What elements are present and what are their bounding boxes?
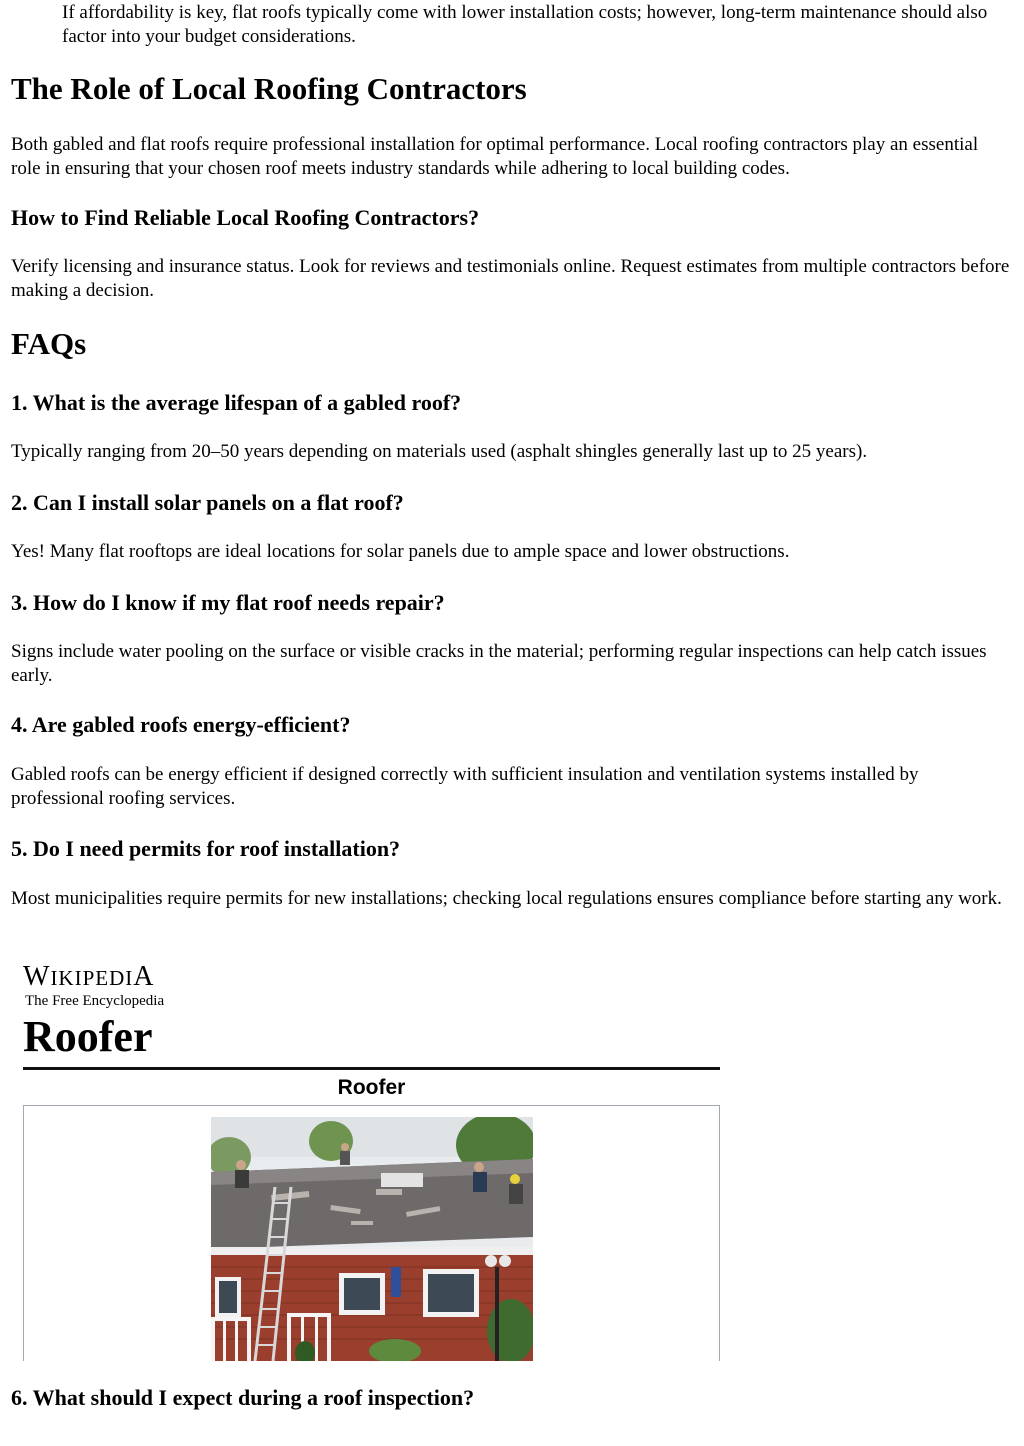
- faq-answer: Typically ranging from 20–50 years depending on materials used (asphalt shingles generally last up to 25 years).: [11, 441, 868, 462]
- faq-question: 4. Are gabled roofs energy-efficient?: [11, 712, 351, 737]
- title-divider: [23, 1067, 720, 1070]
- faq-answer: Most municipalities require permits for new installations; checking local regulations ensures compliance before starting any work.: [11, 888, 1002, 909]
- roofer-photo: [211, 1117, 533, 1361]
- faq-answer: Yes! Many flat rooftops are ideal locations for solar panels due to ample space and lower obstructions.: [11, 541, 790, 562]
- wikipedia-tagline: The Free Encyclopedia: [25, 993, 165, 1009]
- faq-answer: Gabled roofs can be energy efficient if designed correctly with sufficient insulation and ventilation systems installed by professional roofing services.: [11, 764, 919, 809]
- section-body-local-contractors: Both gabled and flat roofs require professional installation for optimal performance. Local roofing contractors play an essential role in ensuring that your chosen roof meets industry standards while adhering to local building codes.: [11, 134, 979, 179]
- faq-question: 2. Can I install solar panels on a flat roof?: [11, 490, 404, 515]
- section-title-local-contractors: The Role of Local Roofing Contractors: [11, 71, 527, 106]
- faq-question: 1. What is the average lifespan of a gabled roof?: [11, 390, 462, 415]
- wikipedia-article-title: Roofer: [23, 1012, 153, 1061]
- faq-question: 5. Do I need permits for roof installation?: [11, 836, 401, 861]
- infobox-caption: Roofer: [337, 1076, 406, 1099]
- wikipedia-wordmark: WIKIPEDIA: [23, 961, 155, 992]
- intro-paragraph: If affordability is key, flat roofs typically come with lower installation costs; however, long-term maintenance should also factor into your budget considerations.: [62, 2, 988, 47]
- faq-answer: Signs include water pooling on the surface or visible cracks in the material; performing regular inspections can help catch issues early.: [11, 641, 987, 686]
- faq-question: 6. What should I expect during a roof inspection?: [11, 1385, 475, 1410]
- faq-question: 3. How do I know if my flat roof needs repair?: [11, 590, 445, 615]
- wikipedia-logo[interactable]: [23, 962, 164, 1010]
- section-body-find-contractors: Verify licensing and insurance status. Look for reviews and testimonials online. Request estimates from multiple contractors before making a decision.: [11, 256, 1010, 301]
- faqs-title: FAQs: [11, 326, 87, 361]
- section-title-find-contractors: How to Find Reliable Local Roofing Contractors?: [11, 205, 480, 230]
